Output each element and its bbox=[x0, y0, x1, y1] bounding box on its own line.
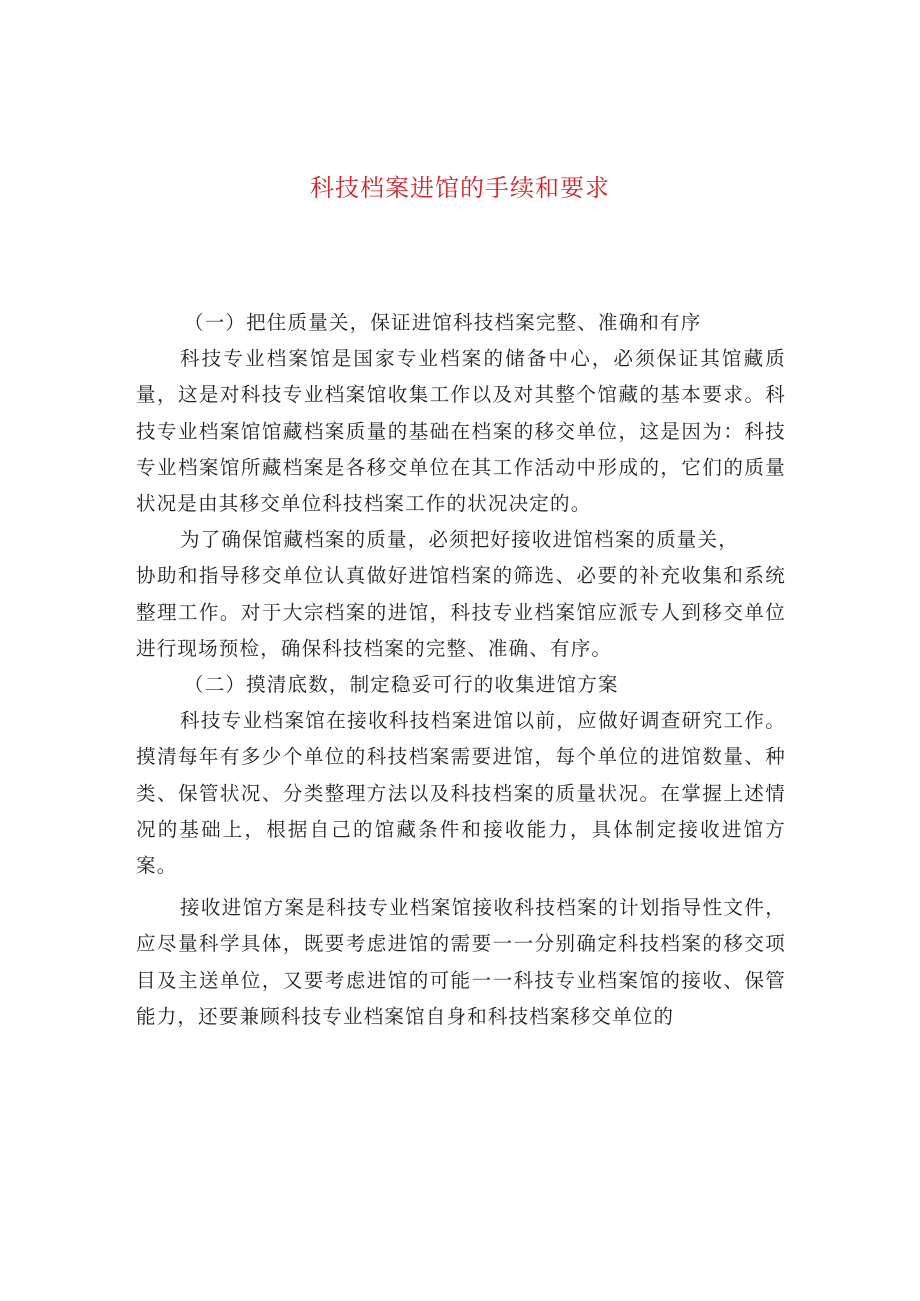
document-title: 科技档案进馆的手续和要求 bbox=[310, 174, 610, 202]
section-heading-1: （一）把住质量关，保证进馆科技档案完整、准确和有序 bbox=[184, 311, 702, 334]
paragraph-1-2: 为了确保馆藏档案的质量，必须把好接收进馆档案的质量关， bbox=[180, 528, 739, 552]
paragraph-2-2: 接收进馆方案是科技专业档案馆接收科技档案的计划指导性文件，应尽量科学具体，既要考虑进馆的需要一一分别确定科技档案的移交项目及主送单位，又要考虑进馆的可能一一科技专业档案馆的接收、保管能力，还要兼顾科技专业档案馆自身和科技档案移交单位的 bbox=[136, 896, 786, 1028]
paragraph-1-1: 科技专业档案馆是国家专业档案的储备中心，必须保证其馆藏质量，这是对科技专业档案馆收集工作以及对其整个馆藏的基本要求。科技专业档案馆馆藏档案质量的基础在档案的移交单位，这是因为：科技专业档案馆所藏档案是各移交单位在其工作活动中形成的，它们的质量状况是由其移交单位科技档案工作的状况决定的。 bbox=[136, 347, 786, 516]
section-heading-2: （二）摸清底数，制定稳妥可行的收集进馆方案 bbox=[184, 673, 619, 697]
paragraph-1-3: 协助和指导移交单位认真做好进馆档案的筛选、必要的补充收集和系统整理工作。对于大宗档案的进馆，科技专业档案馆应派专人到移交单位进行现场预检，确保科技档案的完整、准确、有序。 bbox=[136, 564, 786, 660]
paragraph-2-1: 科技专业档案馆在接收科技档案进馆以前，应做好调查研究工作。摸清每年有多少个单位的科技档案需要进馆，每个单位的进馆数量、种类、保管状况、分类整理方法以及科技档案的质量状况。在掌握上述情况的基础上，根据自己的馆藏条件和接收能力，具体制定接收进馆方案。 bbox=[136, 709, 786, 878]
document-body bbox=[136, 305, 786, 1035]
